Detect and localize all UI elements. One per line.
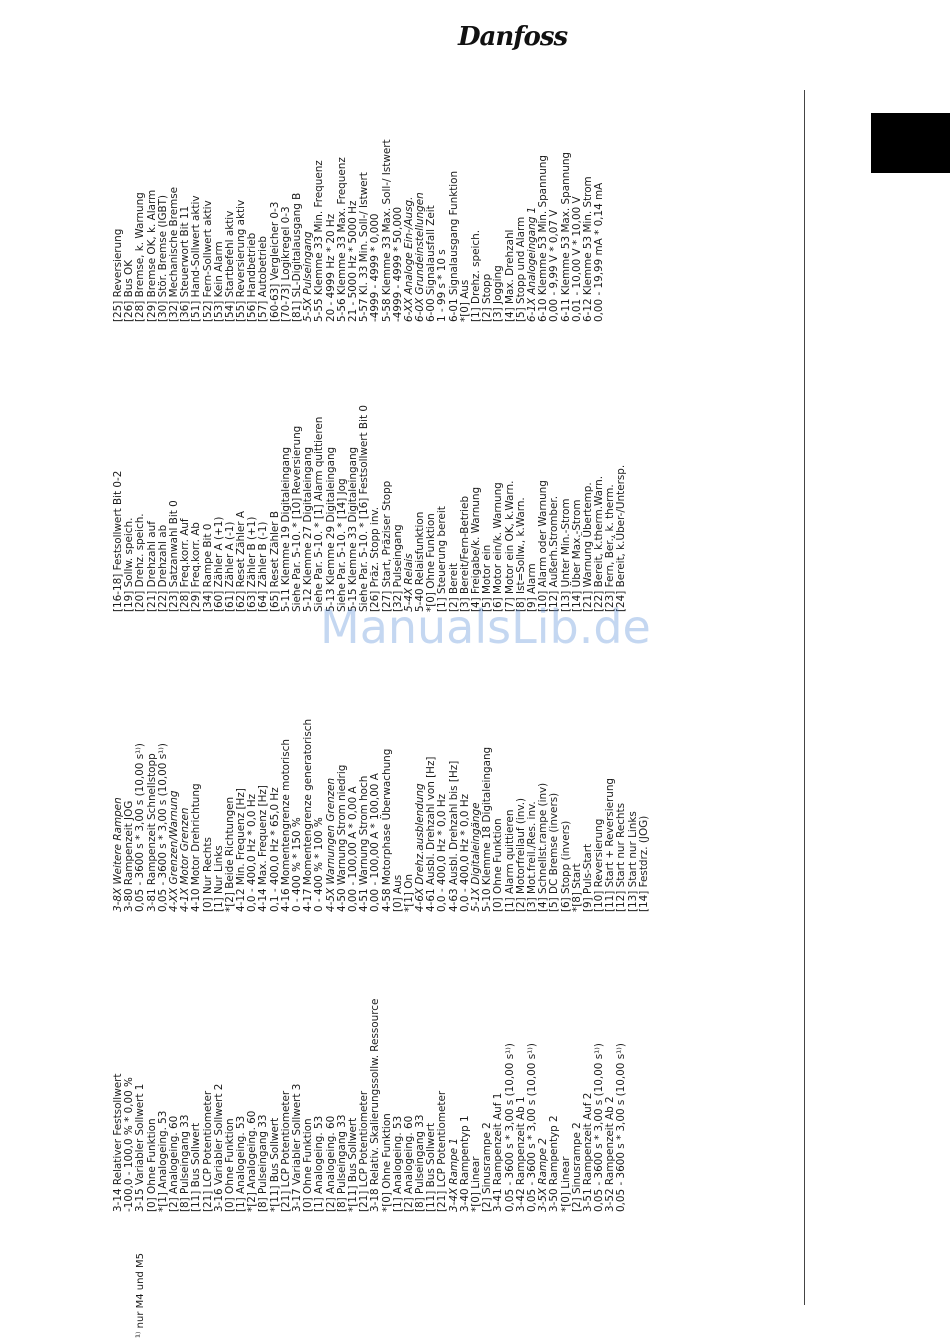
section-heading: 4-1X Motor Grenzen <box>179 807 192 912</box>
section-heading: 4-6X Drehz.ausblendung <box>414 783 427 912</box>
parameter-line: [21] Warnung Übertemp. <box>581 482 594 612</box>
section-heading: 4-5X Warnungen Grenzen <box>324 777 337 912</box>
parameter-line: 0,1 - 400,0 Hz * 65,0 Hz <box>268 787 281 912</box>
parameter-column-4 <box>113 0 605 322</box>
parameter-line: *[2] Beide Richtungen <box>223 796 236 912</box>
parameter-line: 3-18 Relativ. Skalierungssollw. Ressource <box>369 998 382 1212</box>
parameter-line: [21] Drehzahl auf <box>145 521 158 612</box>
parameter-line: [28] Bremse, k. Warnung <box>134 192 147 322</box>
parameter-line: [70-73] Logikregel 0-3 <box>279 206 292 322</box>
parameter-line: [52] Fern-Sollwert aktiv <box>201 200 214 322</box>
parameter-line: [61] Zähler A (-1) <box>223 521 236 612</box>
parameter-line: [0] Ohne Funktion <box>145 1118 158 1212</box>
parameter-line: 5-13 Klemme 29 Digitaleingang <box>324 446 337 612</box>
parameter-line: [3] Mot.freil./Res. inv. <box>525 801 538 912</box>
parameter-line: [56] Handbetrieb <box>246 232 259 322</box>
parameter-line: [12] Start nur Rechts <box>615 803 628 912</box>
parameter-line: 0,05 - 3600 s * 3,00 s (10,00 s¹⁾) <box>156 743 169 912</box>
parameter-line: [20] Drehz. speich. <box>134 513 147 612</box>
parameter-line: 0,00 - 9,99 V * 0,07 V <box>548 209 561 322</box>
parameter-line: [2] Analogeing. 60 <box>167 1115 180 1212</box>
parameter-line: [51] Hand-Sollwert aktiv <box>190 195 203 322</box>
parameter-line: [2] Bereit <box>447 563 460 612</box>
parameter-line: [30] Stör. Bremse (IGBT) <box>156 194 169 322</box>
parameter-line: [7] Motor ein OK, k.Warn. <box>503 480 516 612</box>
section-heading: 6-0X Grundeinstellungen <box>414 192 427 322</box>
parameter-line: [11] Bus Sollwert <box>425 1122 438 1212</box>
parameter-line: [34] Rampe Bit 0 <box>201 523 214 612</box>
parameter-line: 0,05 - 3600 s * 3,00 s (10,00 s¹⁾) <box>615 1043 628 1212</box>
parameter-line: 6-12 Klemme 53 Min. Strom <box>581 176 594 322</box>
parameter-line: [32] Pulseingang <box>391 524 404 612</box>
parameter-line: [21] LCP Potentiometer <box>358 1090 371 1212</box>
parameter-line: [21] LCP Potentiometer <box>436 1090 449 1212</box>
parameter-line: [14] Über Max.-Strom <box>570 499 583 612</box>
parameter-line: -100,0 - 100,0 % * 0,00 % <box>123 1077 136 1212</box>
parameter-line: [23] Satzanwahl Bit 0 <box>167 500 180 612</box>
parameter-line: [36] Steuerwort Bit 11 <box>179 205 192 322</box>
parameter-line: [29] Freq.korr. Ab <box>190 522 203 612</box>
parameter-line: *[0] Aus <box>458 279 471 322</box>
parameter-line: [21] LCP Potentiometer <box>201 1090 214 1212</box>
parameter-line: [2] Sinusrampe 2 <box>481 1122 494 1212</box>
parameter-line: [57] Autobetrieb <box>257 236 270 322</box>
parameter-line: [12] Außerh.Stromber. <box>548 495 561 612</box>
parameter-line: [0] Aus <box>391 874 404 912</box>
parameter-line: 4-16 Momentengrenze motorisch <box>279 739 292 912</box>
parameter-line: [26] Bus OK <box>123 259 136 322</box>
parameter-line: 5-56 Klemme 33 Max. Frequenz <box>335 157 348 322</box>
parameter-line: 6-01 Signalausgang Funktion <box>447 170 460 322</box>
parameter-line: [1] Analogeing. 53 <box>235 1115 248 1212</box>
parameter-line: [0] Nur Rechts <box>201 837 214 912</box>
section-heading: 4-XX Grenzen/Warnung <box>167 790 180 912</box>
parameter-line: [62] Reset Zähler A <box>235 511 248 612</box>
parameter-line: 3-17 Variabler Sollwert 3 <box>291 1083 303 1212</box>
parameter-line: 1 - 99 s * 10 s <box>436 249 449 322</box>
parameter-line: [25] Reversierung <box>112 228 124 322</box>
parameter-line: [28] Freq.korr. Auf <box>179 518 192 612</box>
parameter-line: [1] Analogeing. 53 <box>391 1115 404 1212</box>
parameter-line: [60-63] Vergleicher 0-3 <box>268 201 281 322</box>
parameter-line: [1] Nur Links <box>212 845 225 912</box>
parameter-line: 5-12 Klemme 27 Digitaleingang <box>302 446 315 612</box>
parameter-line: 6-11 Klemme 53 Max. Spannung <box>559 151 572 322</box>
parameter-line: [22] Bereit, k.therm.Warn. <box>593 476 606 612</box>
parameter-line: 3-15 Variabler Sollwert 1 <box>134 1083 147 1212</box>
parameter-line: [55] Reversierung aktiv <box>235 199 248 322</box>
parameter-line: [1] Analogeing. 53 <box>313 1115 326 1212</box>
parameter-line: [14] Festdrz. (JOG) <box>637 815 650 912</box>
parameter-line: 0,0 - 400,0 Hz * 0,0 Hz <box>458 793 471 912</box>
parameter-line: 3-51 Rampenzeit Auf 2 <box>581 1092 594 1212</box>
parameter-line: -4999 - 4999 * 0,000 <box>369 213 382 322</box>
parameter-line: 4-12 Min. Frequenz [Hz] <box>235 788 248 912</box>
logo-text: Danfoss <box>458 22 568 52</box>
parameter-line: 5-15 Klemme 33 Digitaleingang <box>346 446 359 612</box>
parameter-line: 4-50 Warnung Strom niedrig <box>335 764 348 912</box>
parameter-line: 5-40 Relaisfunktion <box>414 511 427 612</box>
parameter-line: [6] Stopp (invers) <box>559 820 572 912</box>
parameter-line: 3-50 Rampentyp 2 <box>548 1115 561 1212</box>
parameter-line: [53] Kein Alarm <box>212 241 225 322</box>
parameter-line: *[2] Analogeing. 60 <box>246 1110 259 1212</box>
parameter-line: [9] Alarm <box>525 563 538 612</box>
parameter-line: [0] Ohne Funktion <box>223 1118 236 1212</box>
parameter-line: -4999 - 4999 * 50,000 <box>391 206 404 322</box>
parameter-line: 5-57 Kl. 33 Min. Soll-/ Istwert <box>358 172 371 322</box>
parameter-line: [26] Präz. Stopp inv. <box>369 506 382 612</box>
parameter-line: 20 - 4999 Hz * 20 Hz <box>324 213 337 322</box>
parameter-line: [1] Alarm quittieren <box>503 809 516 912</box>
parameter-line: 0,05 - 3600 s * 3,00 s (10,00 s¹⁾) <box>503 1043 516 1212</box>
parameter-line: 21 - 5000 Hz * 5000 Hz <box>346 200 359 322</box>
parameter-column-1 <box>113 882 628 1212</box>
parameter-line: [64] Zähler B (-1) <box>257 521 270 612</box>
section-heading: 6-XX Analoge Ein-/Ausg. <box>402 196 415 322</box>
parameter-line: [32] Mechanische Bremse <box>167 186 180 322</box>
parameter-line: [24] Bereit, k.Über-/Untersp. <box>615 464 628 612</box>
parameter-line: 3-52 Rampenzeit Ab 2 <box>604 1096 617 1212</box>
parameter-line: *[0] Linear <box>559 1156 572 1212</box>
parameter-line: [1] Drehz. speich. <box>470 230 482 322</box>
parameter-line: [3] Bereit/Fern-Betrieb <box>458 495 471 612</box>
parameter-line: 0,01 - 10,00 V * 10,00 V <box>570 196 583 322</box>
parameter-line: 0 - 400 % * 150 % <box>291 817 303 912</box>
parameter-line: 3-16 Variabler Sollwert 2 <box>212 1083 225 1212</box>
parameter-line: [13] Unter Min.-Strom <box>559 498 572 612</box>
parameter-line: 3-42 Rampenzeit Ab 1 <box>514 1096 527 1212</box>
parameter-line: [54] Startbefehl aktiv <box>223 210 236 322</box>
parameter-line: *[8] Start <box>570 863 583 912</box>
parameter-line: 4-63 Ausbl. Drehzahl bis [Hz] <box>447 760 460 912</box>
parameter-line: 3-14 Relativer Festsollwert <box>112 1073 124 1212</box>
parameter-line: 3-41 Rampenzeit Auf 1 <box>492 1092 505 1212</box>
parameter-line: [10] Reversierung <box>593 818 606 912</box>
parameter-line: [16-18] Festsollwert Bit 0-2 <box>112 470 124 612</box>
parameter-line: [1] Steuerung bereit <box>436 506 449 612</box>
parameter-line: 0,00 - 100,00 A * 100,00 A <box>369 773 382 912</box>
parameter-line: 6-00 Signalausfall Zeit <box>425 205 438 322</box>
parameter-line: Siehe Par. 5-10. * [1] Alarm quittieren <box>313 416 326 612</box>
parameter-line: [2] Stopp <box>481 273 494 322</box>
parameter-line: 3-80 Rampenzeit JOG <box>123 800 136 912</box>
parameter-line: [29] Bremse OK, k. Alarm <box>145 189 158 322</box>
parameter-line: [5] Stopp und Alarm <box>514 216 527 322</box>
parameter-line: 0,0 - 400,0 Hz * 0,0 Hz <box>246 793 259 912</box>
parameter-line: 4-61 Ausbl. Drehzahl von [Hz] <box>425 756 438 912</box>
parameter-line: [0] Ohne Funktion <box>492 818 505 912</box>
parameter-line: [3] Jogging <box>492 265 505 322</box>
parameter-line: *[11] Bus Sollwert <box>346 1117 359 1212</box>
parameter-line: [0] Ohne Funktion <box>302 1118 315 1212</box>
parameter-line: [5] DC Bremse (invers) <box>548 792 561 912</box>
parameter-line: [2] Sinusrampe 2 <box>570 1122 583 1212</box>
chapter-tab-marker <box>871 113 950 173</box>
parameter-line: 0 - 400 % * 100 % <box>313 817 326 912</box>
footnote-text: ¹⁾ nur M4 und M5 <box>135 1253 146 1338</box>
parameter-line: [11] Start + Reversierung <box>604 777 617 912</box>
parameter-line: [10] Alarm oder Warnung <box>537 480 550 612</box>
watermark-text: ManualsLib.de <box>320 600 651 654</box>
parameter-line: 5-10 Klemme 18 Digitaleingang <box>481 746 494 912</box>
parameter-line: *[11] Bus Sollwert <box>268 1117 281 1212</box>
parameter-line: 6-10 Klemme 53 Min. Spannung <box>537 155 550 322</box>
parameter-line: [21] LCP Potentiometer <box>279 1090 292 1212</box>
parameter-line: [8] Ist=Sollw., k.Warn. <box>514 497 527 612</box>
parameter-line: [9] Puls-Start <box>581 843 594 912</box>
parameter-line: 4-58 Motorphase Überwachung <box>380 748 393 912</box>
parameter-line: [4] Schnellst.rampe (inv) <box>537 782 550 912</box>
parameter-line: [4] Max. Drehzahl <box>503 229 516 322</box>
parameter-line: Siehe Par. 5-10. * [14] Jog <box>335 478 348 612</box>
parameter-line: [4] Freigabe/k. Warnung <box>470 486 482 612</box>
parameter-line: *[1] On <box>402 874 415 912</box>
parameter-line: 0,00 - 19,99 mA * 0,14 mA <box>593 182 606 322</box>
parameter-line: [8] Pulseingang 33 <box>414 1114 427 1212</box>
parameter-line: [2] Motorfreilauf (inv.) <box>514 797 527 912</box>
footnote <box>135 1253 149 1338</box>
parameter-line: [19] Sollw. speich. <box>123 517 136 612</box>
parameter-line: *[0] Linear <box>470 1156 482 1212</box>
parameter-line: [8] Pulseingang 33 <box>335 1114 348 1212</box>
parameter-line: [22] Drehzahl ab <box>156 524 169 612</box>
parameter-line: 0,05 - 3600 s * 3,00 s (10,00 s¹⁾) <box>134 743 147 912</box>
section-heading: 3-4X Rampe 1 <box>447 1137 460 1212</box>
parameter-line: [5] Motor ein <box>481 544 494 612</box>
parameter-line: [2] Analogeing. 60 <box>324 1115 337 1212</box>
section-heading: 5-5X Pulseingang <box>302 231 315 322</box>
parameter-line: [23] Fern, Ber., k. therm. <box>604 484 617 612</box>
parameter-line: 3-40 Rampentyp 1 <box>458 1115 471 1212</box>
watermark <box>300 560 680 680</box>
parameter-line: [65] Reset Zähler B <box>268 510 281 612</box>
parameter-line: Siehe Par. 5-10. * [16] Festsollwert Bit 0 <box>358 405 371 612</box>
parameter-line: 0,05 - 3600 s * 3,00 s (10,00 s¹⁾) <box>525 1043 538 1212</box>
parameter-line: 4-10 Motor Drehrichtung <box>190 783 203 912</box>
parameter-line: *[1] Analogeing. 53 <box>156 1110 169 1212</box>
parameter-line: 0,05 - 3600 s * 3,00 s (10,00 s¹⁾) <box>593 1043 606 1212</box>
parameter-line: [8] Pulseingang 33 <box>179 1114 192 1212</box>
section-heading: 6-1X Analogeingang 1 <box>525 206 538 322</box>
section-heading: 3-8X Weitere Rampen <box>112 797 124 912</box>
parameter-line: 0,00 - 100,00 A * 0,00 A <box>346 786 359 912</box>
parameter-line: 3-81 Rampenzeit Schnellstopp <box>145 753 158 912</box>
parameter-line: [13] Start nur Links <box>626 811 639 912</box>
parameter-line: 5-58 Klemme 33 Max. Soll-/ Istwert <box>380 139 393 322</box>
parameter-line: 4-51 Warnung Strom hoch <box>358 775 371 912</box>
parameter-line: [6] Motor ein/k. Warnung <box>492 482 505 612</box>
parameter-line: [2] Analogeing. 60 <box>402 1115 415 1212</box>
parameter-line: [8] Pulseingang 33 <box>257 1114 270 1212</box>
parameter-line: *[0] Ohne Funktion <box>380 1113 393 1212</box>
parameter-line: 4-14 Max. Frequenz [Hz] <box>257 785 270 912</box>
parameter-line: [27] Start, Präziser Stopp <box>380 480 393 612</box>
parameter-line: [11] Bus Sollwert <box>190 1122 203 1212</box>
parameter-line: 4-17 Momentengrenze generatorisch <box>302 718 315 912</box>
parameter-line: [81] SL-Digitalausgang B <box>291 192 303 322</box>
section-heading: 3-5X Rampe 2 <box>537 1137 550 1212</box>
parameter-line: [63] Zähler B (+1) <box>246 516 259 612</box>
parameter-line: 5-55 Klemme 33 Min. Frequenz <box>313 160 326 322</box>
parameter-line: 5-11 Klemme 19 Digitaleingang <box>279 446 292 612</box>
section-heading: 5-4X Relais <box>402 553 415 612</box>
parameter-line: [60] Zähler A (+1) <box>212 516 225 612</box>
section-heading: 5-1X Digitaleingänge <box>470 802 482 912</box>
parameter-line: 0,0 - 400,0 Hz * 0,0 Hz <box>436 793 449 912</box>
parameter-line: *[0] Ohne Funktion <box>425 513 438 612</box>
parameter-line: Siehe Par. 5-10. * [10] Reversierung <box>291 425 303 612</box>
